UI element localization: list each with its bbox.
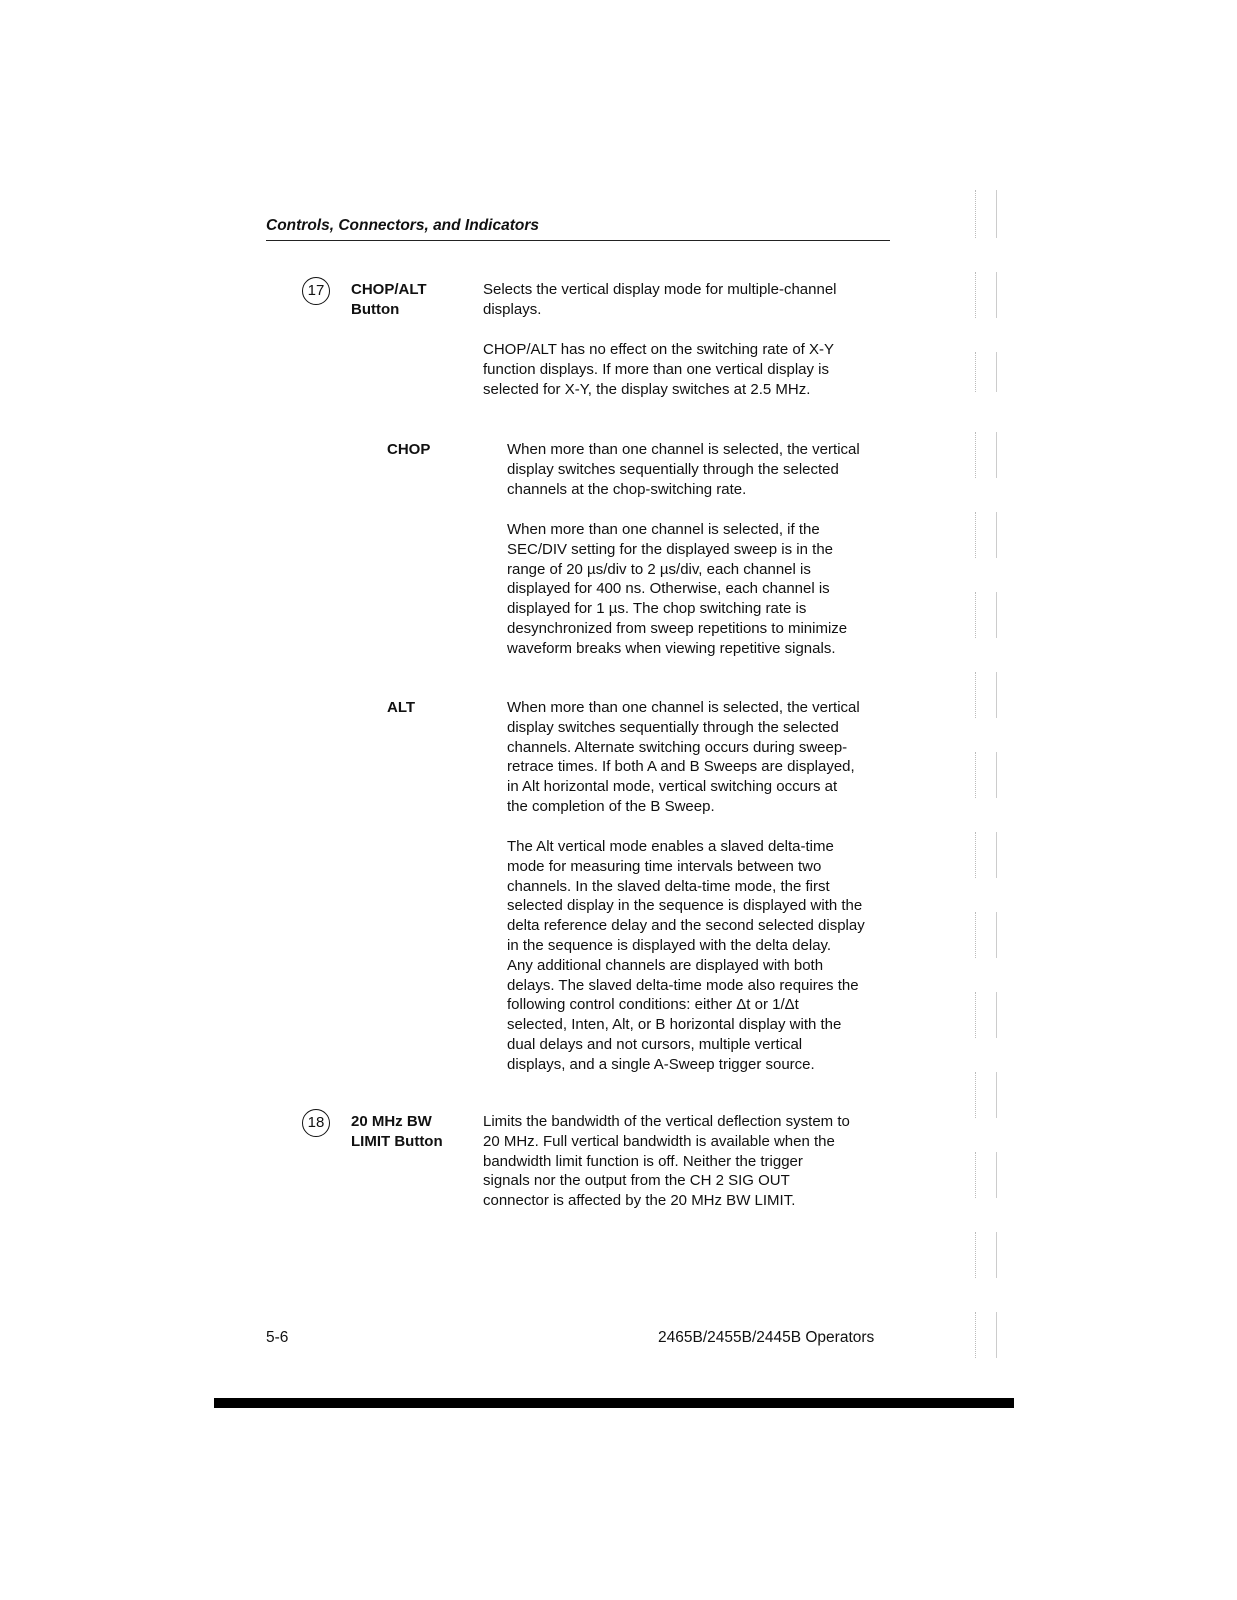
callout-number-17: 17 [302, 277, 330, 305]
text-line: in Alt horizontal mode, vertical switching occurs at [507, 778, 838, 796]
callout-number-18: 18 [302, 1109, 330, 1137]
description-paragraph [483, 340, 903, 399]
subitem-label-chop: CHOP [387, 441, 431, 458]
description-paragraph [483, 280, 903, 320]
text-line: the completion of the B Sweep. [507, 797, 715, 815]
running-header: Controls, Connectors, and Indicators [266, 217, 539, 234]
text-line: in the sequence is displayed with the delta delay. [507, 936, 832, 954]
text-line: selected display in the sequence is displayed with the [507, 897, 863, 915]
description-paragraph [483, 1112, 903, 1211]
manual-title: 2465B/2455B/2445B Operators [658, 1329, 875, 1346]
text-line: display switches sequentially through the selected [507, 460, 839, 478]
subitem-label-alt: ALT [387, 699, 416, 716]
text-line: Any additional channels are displayed with both [507, 956, 824, 974]
text-line: bandwidth limit function is off. Neither the trigger [483, 1152, 803, 1170]
text-line: channels. Alternate switching occurs during sweep- [507, 738, 848, 756]
text-line: displayed for 1 µs. The chop switching rate is [507, 600, 807, 618]
description-paragraph [507, 440, 927, 499]
description-paragraph [507, 837, 927, 1075]
text-line: channels. In the slaved delta-time mode, the first [507, 877, 830, 895]
text-line: channels at the chop-switching rate. [507, 480, 747, 498]
text-line: waveform breaks when viewing repetitive signals. [507, 639, 836, 657]
control-label-line: CHOP/ALT [351, 281, 427, 298]
control-label-line: Button [351, 301, 400, 318]
text-line: The Alt vertical mode enables a slaved delta-time [507, 838, 834, 855]
text-line: When more than one channel is selected, if the [507, 521, 820, 538]
text-line: selected for X-Y, the display switches at 2.5 MHz. [483, 380, 811, 398]
text-line: display switches sequentially through the selected [507, 718, 839, 736]
control-label-line: 20 MHz BW [351, 1113, 432, 1130]
text-line: Selects the vertical display mode for multiple-channel [483, 281, 837, 298]
text-line: following control conditions: either Δt or 1/Δt [507, 996, 799, 1014]
control-label-20mhz-bw-limit [351, 1112, 443, 1152]
text-line: retrace times. If both A and B Sweeps are displayed, [507, 758, 855, 776]
text-line: connector is affected by the 20 MHz BW LIMIT. [483, 1192, 796, 1210]
text-line: selected, Inten, Alt, or B horizontal display with the [507, 1016, 842, 1034]
text-line: delta reference delay and the second selected display [507, 917, 865, 935]
text-line: displays, and a single A-Sweep trigger source. [507, 1055, 815, 1073]
text-line: signals nor the output from the CH 2 SIG OUT [483, 1172, 790, 1190]
header-rule [266, 240, 890, 241]
text-line: displays. [483, 300, 542, 318]
text-line: CHOP/ALT has no effect on the switching rate of X-Y [483, 341, 835, 358]
text-line: SEC/DIV setting for the displayed sweep is in the [507, 540, 834, 558]
control-label-line: LIMIT Button [351, 1133, 443, 1150]
text-line: displayed for 400 ns. Otherwise, each channel is [507, 580, 830, 598]
page-number: 5-6 [266, 1329, 289, 1346]
text-line: dual delays and not cursors, multiple vertical [507, 1035, 803, 1053]
scan-edge-marks [975, 190, 1001, 1390]
text-line: range of 20 µs/div to 2 µs/div, each channel is [507, 560, 811, 578]
text-line: When more than one channel is selected, the vertical [507, 699, 860, 716]
control-label-chop-alt [351, 280, 427, 320]
description-paragraph [507, 698, 927, 817]
bottom-bar [214, 1398, 1014, 1408]
text-line: 20 MHz. Full vertical bandwidth is available when the [483, 1132, 835, 1150]
text-line: When more than one channel is selected, the vertical [507, 441, 860, 458]
text-line: desynchronized from sweep repetitions to minimize [507, 619, 848, 637]
text-line: mode for measuring time intervals between two [507, 857, 822, 875]
text-line: Limits the bandwidth of the vertical deflection system to [483, 1113, 850, 1130]
text-line: function displays. If more than one vertical display is [483, 360, 830, 378]
description-paragraph [507, 520, 927, 659]
text-line: delays. The slaved delta-time mode also requires the [507, 976, 859, 994]
